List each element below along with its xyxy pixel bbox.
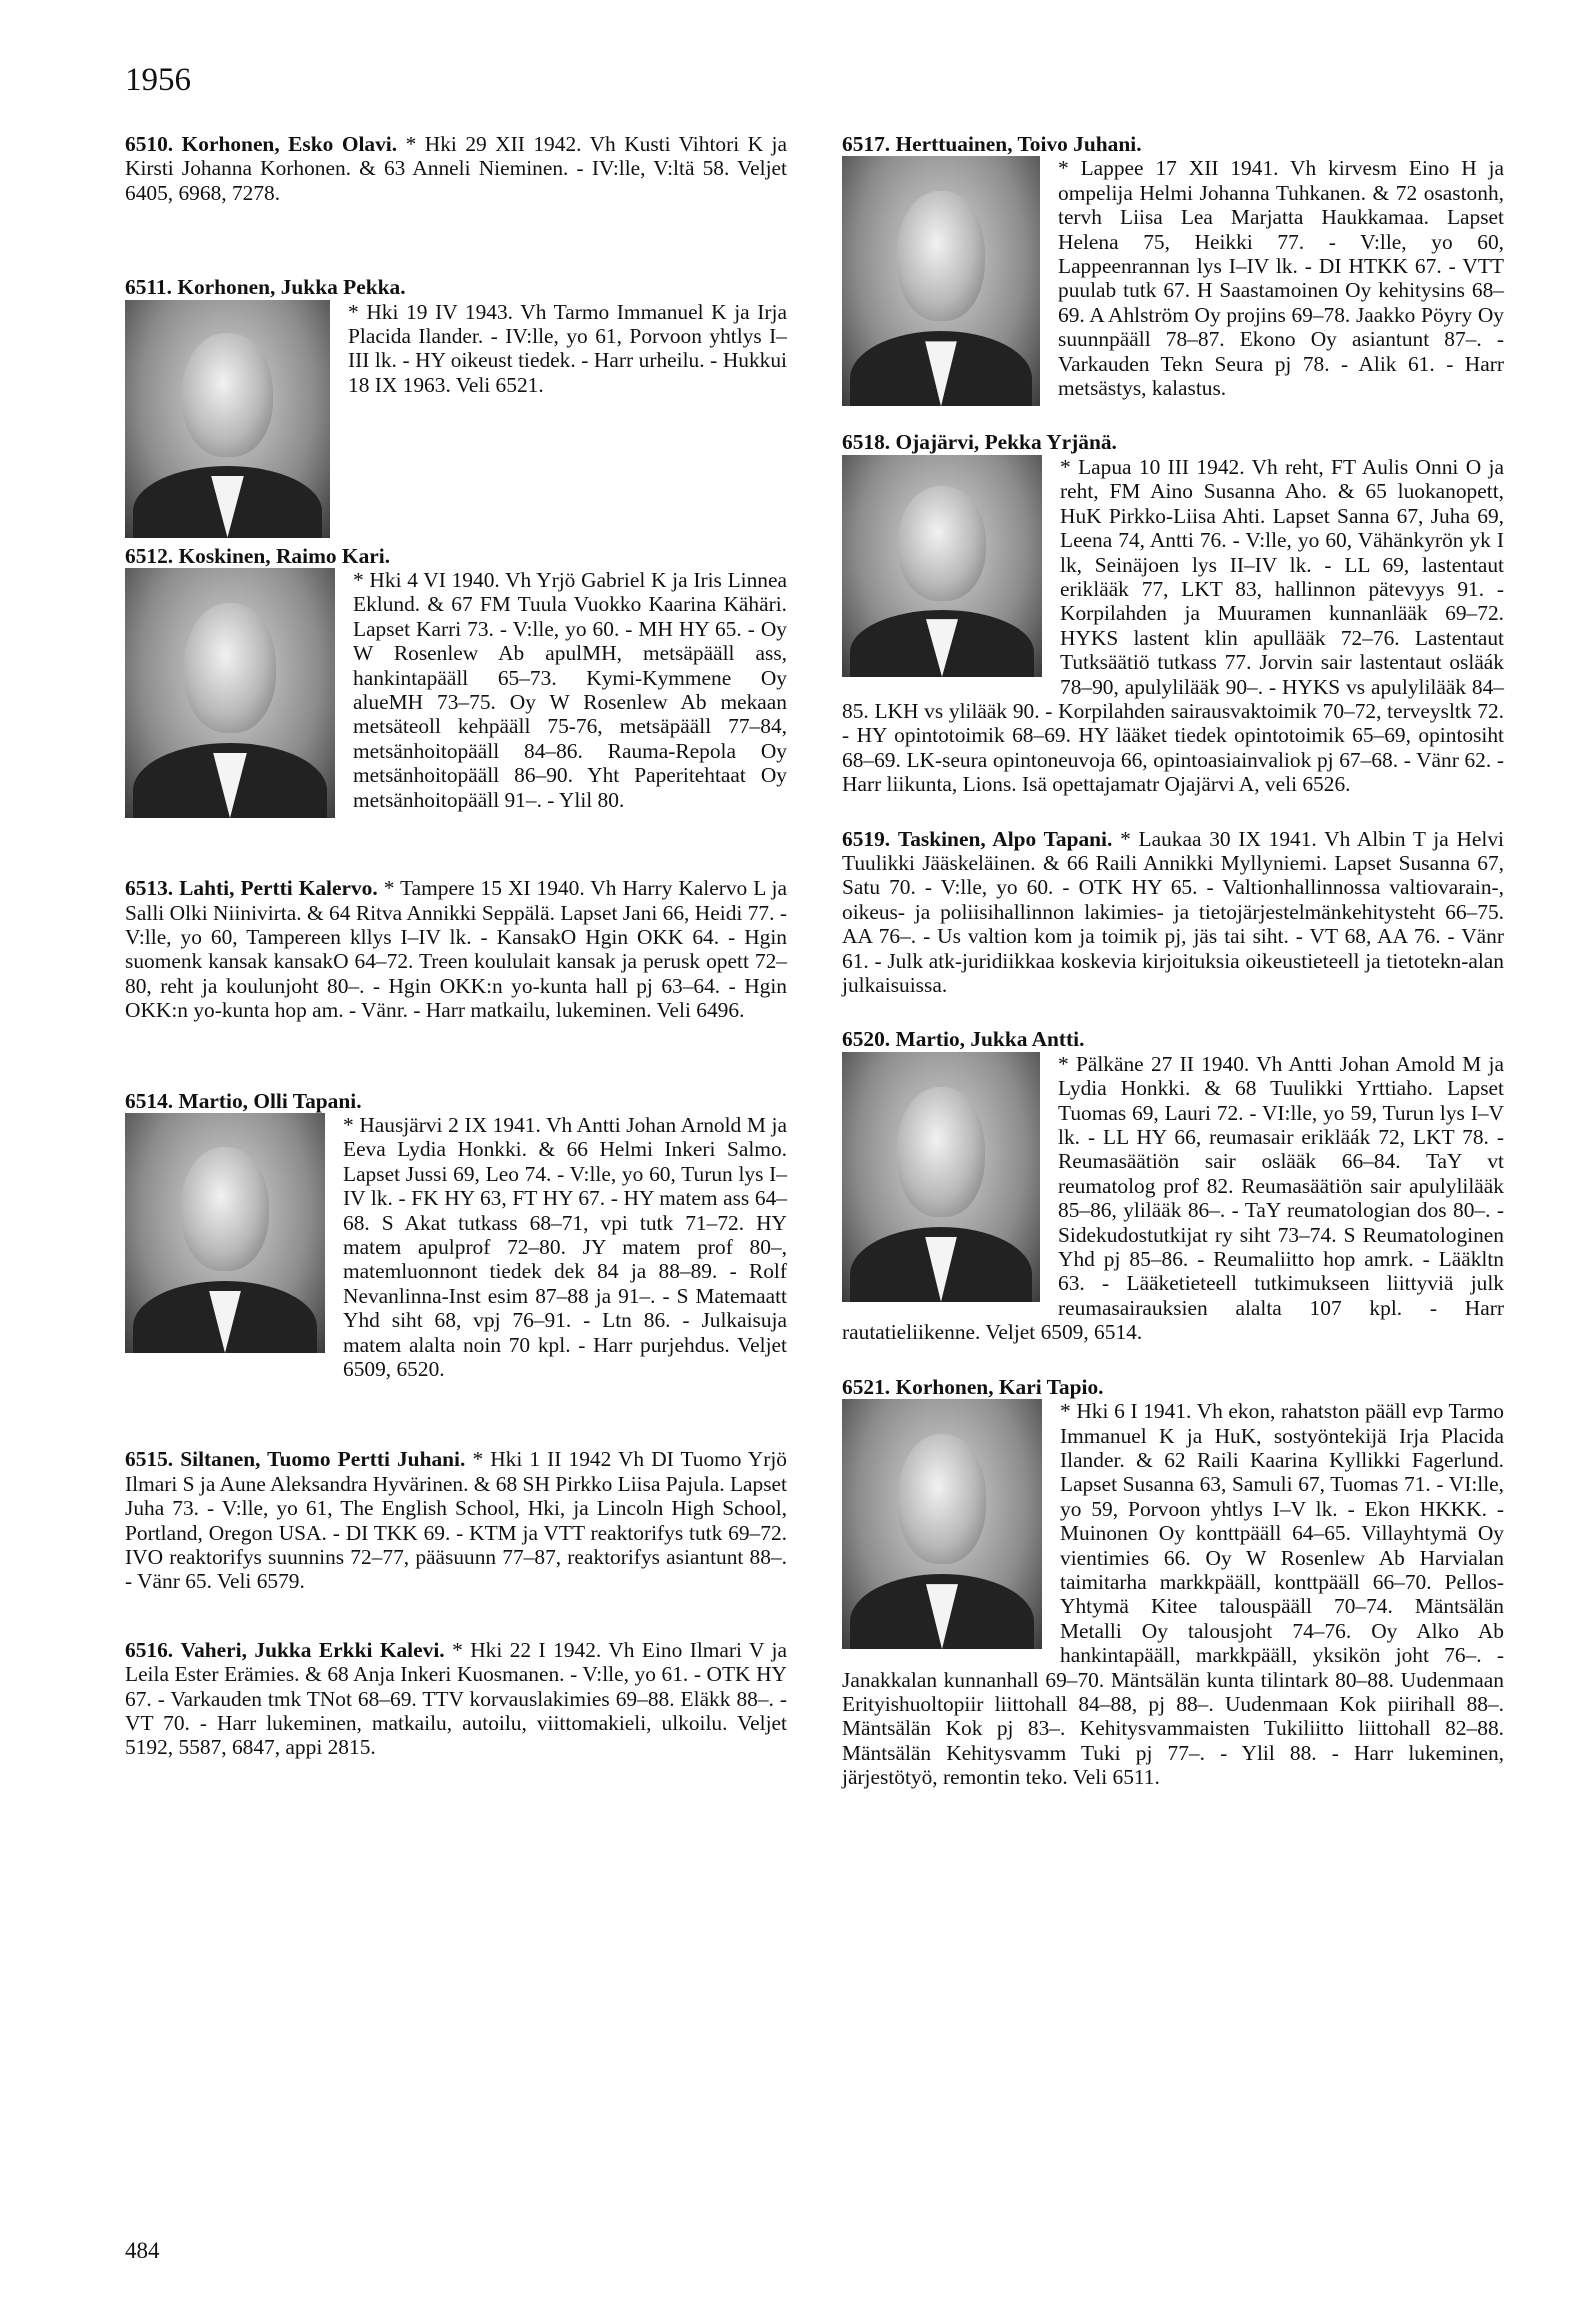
- entry-num: 6519.: [842, 826, 891, 851]
- entry-6515: [125, 1447, 787, 1593]
- entry-6521: [842, 1375, 1504, 1790]
- entry-text: * Hki 22 I 1942. Vh Eino Ilmari V ja Leila Ester Erämies. & 68 Anja Inkeri Kuosmanen. - V:lle, yo 61. - OTK HY 67. - Varkauden tmk TNot 68–69. TTV korvauslakimies 69–88. Eläkk 88–. - VT 70. - Harr lukeminen, matkailu, autoilu, viittomakieli, ulkoilu. Veljet 5192, 5587, 6847, appi 2815.: [125, 1637, 787, 1760]
- entry-6511: [125, 275, 787, 397]
- portrait-photo: [125, 568, 335, 818]
- portrait-photo: [125, 1113, 325, 1353]
- entry-6514: [125, 1089, 787, 1382]
- entry-6517: [842, 132, 1504, 400]
- portrait-photo: [842, 455, 1042, 677]
- entry-6510: [125, 132, 787, 205]
- entry-text: * Hausjärvi 2 IX 1941. Vh Antti Johan Arnold M ja Eeva Lydia Honkki. & 66 Helmi Inkeri Salmo. Lapset Jussi 69, Leo 74. - V:lle, yo 60, Turun lys I–IV lk. - FK HY 63, FT HY 67. - HY matem ass 64–68. S Akat tutkass 68–71, vpi tutk 71–72. HY matem apulprof 72–80. JY matem prof 80–, matemluonnont tiedek dek 84 ja 88–89. - Rolf Nevanlinna-Inst esim 87–88 ja 91–. - S Matemaatt Yhd siht 68, vpj 76–91. - Ltn 86. - Julkaisuja matem alalta noin 70 kpl. - Harr purjehdus. Veljet 6509, 6520.: [343, 1112, 787, 1381]
- entry-text: * Hki 29 XII 1942. Vh Kusti Vihtori K ja Kirsti Johanna Korhonen. & 63 Anneli Nieminen. - IV:lle, V:ltä 58. Veljet 6405, 6968, 7278.: [125, 132, 787, 205]
- entry-text: * Hki 19 IV 1943. Vh Tarmo Immanuel K ja Irja Placida Ilander. - IV:lle, yo 61, Porvoon yhtlys I–III lk. - HY oikeust tiedek. - Harr urheilu. - Hukkui 18 IX 1963. Veli 6521.: [348, 299, 787, 397]
- entry-num: 6511.: [125, 275, 172, 300]
- portrait-photo: [125, 300, 330, 538]
- entry-num: 6520.: [842, 1027, 891, 1052]
- page-number: 484: [125, 2238, 160, 2263]
- entry-name: Siltanen, Tuomo Pertti Juhani.: [180, 1447, 466, 1472]
- entry-text: * Hki 1 II 1942 Vh DI Tuomo Yrjö Ilmari S ja Aune Aleksandra Hyvärinen. & 68 SH Pirkko Liisa Pajula. Lapset Juha 73. - V:lle, yo 61, The English School, Hki, ja Lincoln High School, Portland, Oregon USA. - DI TKK 69. - KTM ja VTT reaktorifys tutk 69–72. IVO reaktorifys suunnins 72–77, pääsuunn 77–87, reaktorifys asiantunt 88–. - Vänr 65. Veli 6579.: [125, 1447, 787, 1594]
- entry-num: 6512.: [125, 543, 174, 568]
- entry-6520: [842, 1027, 1504, 1344]
- right-column: [842, 132, 1504, 1790]
- page-year-heading: 1956: [125, 62, 191, 98]
- entry-6516: [125, 1638, 787, 1760]
- portrait-photo: [842, 1052, 1040, 1302]
- entry-name: Martio, Jukka Antti.: [895, 1027, 1085, 1052]
- entry-6519: [842, 827, 1504, 998]
- entry-6518: [842, 430, 1504, 796]
- portrait-photo: [842, 1399, 1042, 1649]
- entry-name: Korhonen, Esko Olavi.: [181, 132, 398, 156]
- entry-text: * Tampere 15 XI 1940. Vh Harry Kalervo L ja Salli Olki Niinivirta. & 64 Ritva Annikki Seppälä. Lapset Jani 66, Heidi 77. - V:lle, yo 60, Tampereen kllys I–IV lk. - KansakO Hgin OKK 64. - Hgin suomenk kansak kansakO 64–72. Treen koululait kansak ja perusk opett 72–80, reht ja koulunjoht 80–. - Hgin OKK:n yo-kunta hall pj 63–64. - Hgin OKK:n yo-kunta hop am. - Vänr. - Harr matkailu, lukeminen. Veli 6496.: [125, 876, 787, 1023]
- entry-name: Vaheri, Jukka Erkki Kalevi.: [180, 1637, 445, 1662]
- entry-6513: [125, 876, 787, 1022]
- entry-num: 6516.: [125, 1637, 174, 1662]
- entry-text: * Hki 6 I 1941. Vh ekon, rahatston pääll evp Tarmo Immanuel K ja HuK, sostyöntekijä Irja Placida Ilander. & 62 Raili Kaarina Kyllikki Fagerlund. Lapset Susanna 63, Samuli 67, Tuomas 71. - VI:lle, yo 59, Porvoon yhtlys I–V lk. - Ekon HKKK. - Muinonen Oy konttpääll 64–65. Villayhtymä Oy vientimies 66. Oy W Rosenlew Ab Harvialan taimitarha markkpääll, konttpääll 66–70. Pellos-Yhtymä Kitee talouspääll 70–74. Mäntsälän Metalli Oy talousjoht 74–76. Oy Alko Ab hankintapääll, markkpääll, yksikön joht 76–. - Janakkalan kunnanhall 69–70. Mäntsälän kunta tilintark 80–88. Uudenmaan Erityishuoltopiir liittohall 84–88, pj 88–. Uudenmaan Kok piirihall 88–. Mäntsälän Kok pj 83–. Kehitysvammaisten Tukiliitto liittohall 82–88. Mäntsälän Kehitysvamm Tuki pj 77–. - Ylil 88. - Harr lukeminen, järjestötyö, remontin teko. Veli 6511.: [842, 1399, 1504, 1790]
- entry-6512: [125, 544, 787, 812]
- entry-text: * Laukaa 30 IX 1941. Vh Albin T ja Helvi Tuulikki Jääskeläinen. & 66 Raili Annikki Myllyniemi. Lapset Susanna 67, Satu 70. - V:lle, yo 60. - OTK HY 65. - Valtionhallinnossa valtiovarain-, oikeus- ja poliisihallinnon lakimies- ja tietojärjestelmänkehitysteht 66–75. AA 76–. - Us valtion kom ja toimik pj, jäs tai siht. - VT 68, AA 76. - Vänr 61. - Julk atk-juridiikkaa koskevia kirjoituksia oikeustieteell ja tietotekn-alan julkaisuissa.: [842, 826, 1504, 997]
- entry-name: Korhonen, Jukka Pekka.: [177, 275, 406, 300]
- entry-num: 6521.: [842, 1374, 891, 1399]
- entry-text: * Pälkäne 27 II 1940. Vh Antti Johan Amold M ja Lydia Honkki. & 68 Tuulikki Yrttiaho. Lapset Tuomas 69, Lauri 72. - VI:lle, yo 59, Turun lys I–V lk. - LL HY 66, reumasair erikläák 72, LKT 78. - Reumasäätiön sair oslääk 66–84. TaY vt reumatolog prof 82. Reumasäätiön sair apulylilääk 85–86, ylilääk 86–. - TaY reumatologian dos 80–. - Sidekudostutkijat ry siht 73–74. S Reumatologinen Yhd pj 85–86. - Reumaliitto hop amrk. - Lääkltn 63. - Lääketieteell tutkimukseen liittyviä julk reumasairauksien alalta 107 kpl. - Harr rautatieliikenne. Veljet 6509, 6514.: [842, 1051, 1504, 1345]
- left-column: [125, 132, 787, 1760]
- entry-name: Herttuainen, Toivo Juhani.: [895, 132, 1142, 156]
- entry-num: 6514.: [125, 1088, 174, 1113]
- entry-num: 6518.: [842, 430, 891, 455]
- entry-name: Koskinen, Raimo Kari.: [178, 543, 391, 568]
- entry-num: 6513.: [125, 876, 174, 901]
- entry-text: * Lappee 17 XII 1941. Vh kirvesm Eino H ja ompelija Helmi Johanna Tuhkanen. & 72 osastonh, tervh Liisa Lea Marjatta Haukkamaa. Lapset Helena 75, Heikki 77. - V:lle, yo 60, Lappeenrannan lys I–IV lk. - DI HTKK 67. - VTT puulab tutk 67. H Saastamoinen Oy kehitysins 68–69. A Ahlström Oy projins 69–78. Jaakko Pöyry Oy suunnpääll 78–87. Ekono Oy asiantunt 87–. - Varkauden Tekn Seura pj 78. - Alik 61. - Harr metsästys, kalastus.: [1058, 156, 1504, 401]
- entry-text: * Lapua 10 III 1942. Vh reht, FT Aulis Onni O ja reht, FM Aino Susanna Aho. & 65 luokanopett, HuK Pirkko-Liisa Ahti. Lapset Sanna 67, Juha 69, Leena 74, Antti 76. - V:lle, yo 60, Vähänkyrön yk I lk, Seinäjoen lys II–IV lk. - LL 69, lastentaut eriklääk 77, LKT 83, hallinnon pätevyys 91. - Korpilahden ja Muuramen kunnanlääk 69–72. HYKS lastent klin apullääk 72–76. Lastentaut Tutksäätiö tutkass 77. Jorvin sair lastentaut osläák 78–90, apulylilääk 90–. - HYKS vs apulylilääk 84–85. LKH vs ylilääk 90. - Korpilahden sairausvaktoimik 70–72, terveysltk 72. - HY opintotoimik 68–69. HY lääket tiedek opintotoimik 65–69, opintosiht 68–69. LK-seura opintoneuvoja 66, opintoasiainvaliok pj 67–68. - Vänr 62. - Harr liikunta, Lions. Isä opettajamatr Ojajärvi A, veli 6526.: [842, 454, 1504, 797]
- entry-name: Taskinen, Alpo Tapani.: [897, 826, 1113, 851]
- portrait-photo: [842, 156, 1040, 406]
- entry-text: * Hki 4 VI 1940. Vh Yrjö Gabriel K ja Iris Linnea Eklund. & 67 FM Tuula Vuokko Kaarina Kähäri. Lapset Karri 73. - V:lle, yo 60. - MH HY 65. - Oy W Rosenlew Ab apulMH, metsäpääll ass, hankintapääll 65–73. Kymi-Kymmene Oy alueMH 73–75. Oy W Rosenlew Ab mekaan metsäteoll kehpääll 75-76, metsäpääll 77–84, metsänhoitopääll 84–86. Rauma-Repola Oy metsänhoitopääll 86–90. Yht Paperitehtaat Oy metsänhoitopääll 91–. - Ylil 80.: [353, 568, 787, 812]
- entry-name: Ojajärvi, Pekka Yrjänä.: [895, 430, 1117, 455]
- entry-name: Korhonen, Kari Tapio.: [895, 1374, 1104, 1399]
- entry-num: 6510.: [125, 132, 174, 156]
- entry-num: 6515.: [125, 1447, 174, 1472]
- entry-num: 6517.: [842, 132, 891, 156]
- entry-name: Lahti, Pertti Kalervo.: [179, 876, 378, 901]
- entry-name: Martio, Olli Tapani.: [178, 1088, 362, 1113]
